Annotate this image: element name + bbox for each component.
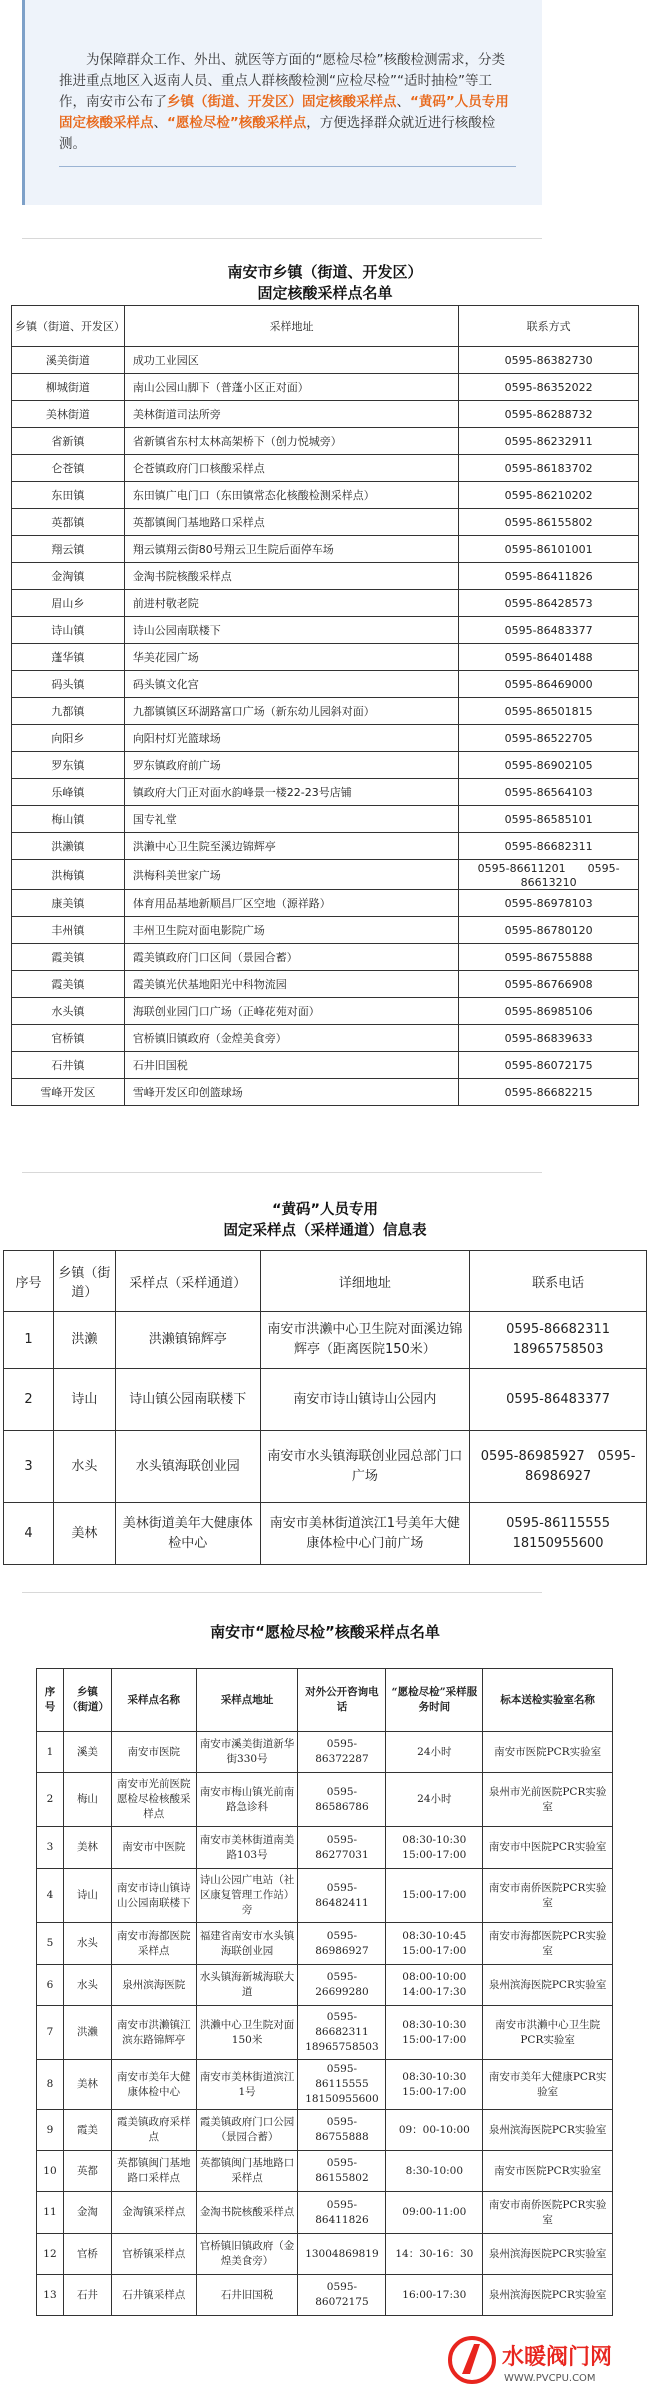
address-cell: 成功工业园区 bbox=[124, 347, 458, 374]
town-cell: 向阳乡 bbox=[12, 725, 125, 752]
phone-cell: 0595-86985927 0595-86986927 bbox=[470, 1431, 647, 1503]
address-cell: 英都镇闽门基地路口采样点 bbox=[196, 2151, 298, 2192]
address-cell: 丰州卫生院对面电影院广场 bbox=[124, 917, 458, 944]
table-row bbox=[12, 1025, 639, 1052]
town-cell: 码头镇 bbox=[12, 671, 125, 698]
table-row bbox=[37, 1827, 613, 1869]
table-row bbox=[12, 536, 639, 563]
phone-cell: 0595-86585101 bbox=[459, 806, 639, 833]
phone-cell: 0595-86839633 bbox=[459, 1025, 639, 1052]
logo-url: WWW.PVCPU.COM bbox=[504, 2373, 596, 2384]
town-cell: 省新镇 bbox=[12, 428, 125, 455]
address-cell: 官桥镇旧镇政府（金煌美食旁） bbox=[196, 2234, 298, 2275]
table-row bbox=[12, 725, 639, 752]
phone-cell: 0595-86682311 18965758503 bbox=[470, 1312, 647, 1369]
phone-cell: 0595-86611201 0595-86613210 bbox=[459, 860, 639, 890]
phone-cell: 0595-86978103 bbox=[459, 890, 639, 917]
phone-cell: 0595-86780120 bbox=[459, 917, 639, 944]
table3-header: 采样点名称 bbox=[111, 1669, 196, 1732]
table3-header: 标本送检实验室名称 bbox=[483, 1669, 613, 1732]
address-cell: 前进村敬老院 bbox=[124, 590, 458, 617]
table3-header: 对外公开咨询电话 bbox=[298, 1669, 386, 1732]
lab-cell: 南安市医院PCR实验室 bbox=[483, 2151, 613, 2192]
phone-cell: 0595-86210202 bbox=[459, 482, 639, 509]
table-row bbox=[12, 428, 639, 455]
index-cell: 2 bbox=[4, 1369, 54, 1431]
logo-name: 水暖阀门网 bbox=[502, 2345, 613, 2370]
phone-cell: 0595-86755888 bbox=[459, 944, 639, 971]
table3-title: 南安市“愿检尽检”核酸采样点名单 bbox=[210, 1623, 440, 1641]
address-cell: 码头镇文化宫 bbox=[124, 671, 458, 698]
phone-cell: 0595-86277031 bbox=[298, 1827, 386, 1869]
address-cell: 霞美镇政府门口公园（景园合蓄） bbox=[196, 2110, 298, 2151]
table3-header: 序号 bbox=[37, 1669, 64, 1732]
address-cell: 九都镇镇区环湖路富口广场（新东幼儿园斜对面） bbox=[124, 698, 458, 725]
hours-cell: 08:30-10:30 15:00-17:00 bbox=[386, 2060, 483, 2110]
address-cell: 南安市溪美街道新华街330号 bbox=[196, 1732, 298, 1773]
table-row bbox=[12, 617, 639, 644]
address-cell: 官桥镇旧镇政府（金煌美食旁） bbox=[124, 1025, 458, 1052]
table-row bbox=[37, 2006, 613, 2060]
table-row bbox=[12, 860, 639, 890]
address-cell: 南安市美林街道滨江1号美年大健康体检中心门前广场 bbox=[260, 1503, 470, 1565]
hours-cell: 15:00-17:00 bbox=[386, 1869, 483, 1923]
address-cell: 南安市诗山镇诗山公园内 bbox=[260, 1369, 470, 1431]
point-cell: 诗山镇公园南联楼下 bbox=[115, 1369, 260, 1431]
table-row bbox=[12, 401, 639, 428]
point-name-cell: 官桥镇采样点 bbox=[111, 2234, 196, 2275]
address-cell: 体育用品基地新顺昌厂区空地（源祥路） bbox=[124, 890, 458, 917]
phone-cell: 0595-86986927 bbox=[298, 1923, 386, 1965]
table-row bbox=[37, 1773, 613, 1827]
phone-cell: 0595-86288732 bbox=[459, 401, 639, 428]
table-row bbox=[37, 2275, 613, 2316]
hours-cell: 8:30-10:00 bbox=[386, 2151, 483, 2192]
phone-cell: 0595-86155802 bbox=[459, 509, 639, 536]
index-cell: 3 bbox=[4, 1431, 54, 1503]
address-cell: 水头镇海新城海联大道 bbox=[196, 1965, 298, 2006]
address-cell: 英都镇闽门基地路口采样点 bbox=[124, 509, 458, 536]
index-cell: 4 bbox=[4, 1503, 54, 1565]
address-cell: 霞美镇政府门口区间（景园合蓄） bbox=[124, 944, 458, 971]
hours-cell: 08:30-10:45 15:00-17:00 bbox=[386, 1923, 483, 1965]
table-row bbox=[37, 2151, 613, 2192]
address-cell: 南安市梅山镇光前南路急诊科 bbox=[196, 1773, 298, 1827]
town-cell: 柳城街道 bbox=[12, 374, 125, 401]
table1-header: 乡镇（街道、开发区） bbox=[12, 306, 125, 347]
town-cell: 水头 bbox=[63, 1923, 111, 1965]
town-cell: 金淘 bbox=[63, 2192, 111, 2234]
table-row bbox=[12, 455, 639, 482]
highlight-voluntary-points: “愿检尽检”核酸采样点 bbox=[167, 115, 307, 131]
intro-paragraph: 为保障群众工作、外出、就医等方面的“愿检尽检”核酸检测需求，分类推进重点地区入返南人员、重点人群核酸检测“应检尽检”“适时抽检”等工作，南安市公布了乡镇（街道、开发区）固定核酸采样点、“黄码”人员专用固定核酸采样点、“愿检尽检”核酸采样点，方便选择群众就近进行核酸检测。 bbox=[59, 52, 509, 152]
address-cell: 诗山公园南联楼下 bbox=[124, 617, 458, 644]
lab-cell: 泉州滨海医院PCR实验室 bbox=[483, 1965, 613, 2006]
hours-cell: 08:30-10:30 15:00-17:00 bbox=[386, 2006, 483, 2060]
phone-cell: 0595-86155802 bbox=[298, 2151, 386, 2192]
divider bbox=[22, 1172, 542, 1173]
town-cell: 雪峰开发区 bbox=[12, 1079, 125, 1106]
phone-cell: 0595-86482411 bbox=[298, 1869, 386, 1923]
index-cell: 9 bbox=[37, 2110, 64, 2151]
lab-cell: 泉州市光前医院PCR实验室 bbox=[483, 1773, 613, 1827]
table-row bbox=[37, 1923, 613, 1965]
table2-header: 详细地址 bbox=[260, 1251, 470, 1312]
lab-cell: 泉州滨海医院PCR实验室 bbox=[483, 2275, 613, 2316]
phone-cell: 0595-86985106 bbox=[459, 998, 639, 1025]
table2-header: 序号 bbox=[4, 1251, 54, 1312]
town-cell: 溪美 bbox=[63, 1732, 111, 1773]
index-cell: 11 bbox=[37, 2192, 64, 2234]
table-row bbox=[4, 1503, 647, 1565]
table-row bbox=[12, 998, 639, 1025]
table-row bbox=[12, 482, 639, 509]
table2-header: 联系电话 bbox=[470, 1251, 647, 1312]
index-cell: 10 bbox=[37, 2151, 64, 2192]
town-cell: 官桥 bbox=[63, 2234, 111, 2275]
table2-header: 乡镇（街道） bbox=[53, 1251, 115, 1312]
table3-header: “愿检尽检”采样服务时间 bbox=[386, 1669, 483, 1732]
hours-cell: 14：30-16：30 bbox=[386, 2234, 483, 2275]
phone-cell: 0595-86483377 bbox=[470, 1369, 647, 1431]
index-cell: 12 bbox=[37, 2234, 64, 2275]
table-row bbox=[12, 779, 639, 806]
address-cell: 东田镇广电门口（东田镇常态化核酸检测采样点） bbox=[124, 482, 458, 509]
point-name-cell: 南安市洪濑镇江滨东路锦辉亭 bbox=[111, 2006, 196, 2060]
phone-cell: 0595-86232911 bbox=[459, 428, 639, 455]
address-cell: 翔云镇翔云街80号翔云卫生院后面停车场 bbox=[124, 536, 458, 563]
phone-cell: 0595-86682311 bbox=[459, 833, 639, 860]
town-cell: 洪濑镇 bbox=[12, 833, 125, 860]
point-name-cell: 南安市诗山镇诗山公园南联楼下 bbox=[111, 1869, 196, 1923]
town-cell: 诗山镇 bbox=[12, 617, 125, 644]
town-cell: 石井 bbox=[63, 2275, 111, 2316]
table-row bbox=[12, 347, 639, 374]
phone-cell: 0595-86522705 bbox=[459, 725, 639, 752]
town-cell: 洪濑 bbox=[63, 2006, 111, 2060]
phone-cell: 0595-86372287 bbox=[298, 1732, 386, 1773]
address-cell: 洪濑中心卫生院对面150米 bbox=[196, 2006, 298, 2060]
address-cell: 雪峰开发区印创篮球场 bbox=[124, 1079, 458, 1106]
table-row bbox=[12, 917, 639, 944]
divider bbox=[22, 238, 542, 239]
table2-header: 采样点（采样通道） bbox=[115, 1251, 260, 1312]
hours-cell: 09：00-10:00 bbox=[386, 2110, 483, 2151]
table-row bbox=[12, 698, 639, 725]
address-cell: 石井旧国税 bbox=[196, 2275, 298, 2316]
town-cell: 霞美镇 bbox=[12, 944, 125, 971]
voluntary-test-table bbox=[36, 1668, 613, 2316]
table-row bbox=[37, 1732, 613, 1773]
town-cell: 美林街道 bbox=[12, 401, 125, 428]
town-cell: 东田镇 bbox=[12, 482, 125, 509]
table-row bbox=[4, 1431, 647, 1503]
town-cell: 霞美镇 bbox=[12, 971, 125, 998]
table-row bbox=[12, 1052, 639, 1079]
town-cell: 丰州镇 bbox=[12, 917, 125, 944]
point-name-cell: 南安市海都医院采样点 bbox=[111, 1923, 196, 1965]
town-cell: 水头 bbox=[63, 1965, 111, 2006]
phone-cell: 0595-86072175 bbox=[459, 1052, 639, 1079]
point-name-cell: 泉州滨海医院 bbox=[111, 1965, 196, 2006]
logo-mark-icon bbox=[462, 2344, 480, 2374]
point-name-cell: 英都镇闽门基地路口采样点 bbox=[111, 2151, 196, 2192]
point-cell: 水头镇海联创业园 bbox=[115, 1431, 260, 1503]
lab-cell: 南安市美年大健康PCR实验室 bbox=[483, 2060, 613, 2110]
table-row bbox=[37, 1965, 613, 2006]
town-cell: 美林 bbox=[53, 1503, 115, 1565]
town-cell: 康美镇 bbox=[12, 890, 125, 917]
phone-cell: 0595-86115555 18150955600 bbox=[470, 1503, 647, 1565]
lab-cell: 南安市南侨医院PCR实验室 bbox=[483, 1869, 613, 1923]
table-row bbox=[37, 2110, 613, 2151]
phone-cell: 0595-86755888 bbox=[298, 2110, 386, 2151]
table-row bbox=[12, 971, 639, 998]
phone-cell: 0595-86382730 bbox=[459, 347, 639, 374]
phone-cell: 0595-86469000 bbox=[459, 671, 639, 698]
address-cell: 南山公园山脚下（普蓬小区正对面） bbox=[124, 374, 458, 401]
intro-underline bbox=[59, 166, 516, 167]
point-name-cell: 南安市美年大健康体检中心 bbox=[111, 2060, 196, 2110]
phone-cell: 0595-86902105 bbox=[459, 752, 639, 779]
address-cell: 洪梅科美世家广场 bbox=[124, 860, 458, 890]
lab-cell: 南安市南侨医院PCR实验室 bbox=[483, 2192, 613, 2234]
phone-cell: 0595-86101001 bbox=[459, 536, 639, 563]
index-cell: 8 bbox=[37, 2060, 64, 2110]
highlight-fixed-points: 乡镇（街道、开发区）固定核酸采样点 bbox=[167, 94, 397, 110]
hours-cell: 16:00-17:30 bbox=[386, 2275, 483, 2316]
address-cell: 福建省南安市水头镇海联创业园 bbox=[196, 1923, 298, 1965]
town-cell: 诗山 bbox=[53, 1369, 115, 1431]
phone-cell: 0595-86483377 bbox=[459, 617, 639, 644]
address-cell: 仑苍镇政府门口核酸采样点 bbox=[124, 455, 458, 482]
town-cell: 乐峰镇 bbox=[12, 779, 125, 806]
hours-cell: 09:00-11:00 bbox=[386, 2192, 483, 2234]
hours-cell: 24小时 bbox=[386, 1773, 483, 1827]
phone-cell: 0595-86072175 bbox=[298, 2275, 386, 2316]
fixed-sampling-table bbox=[11, 305, 639, 1106]
phone-cell: 0595-86428573 bbox=[459, 590, 639, 617]
address-cell: 罗东镇政府前广场 bbox=[124, 752, 458, 779]
table1-header: 采样地址 bbox=[124, 306, 458, 347]
phone-cell: 0595-86586786 bbox=[298, 1773, 386, 1827]
lab-cell: 南安市医院PCR实验室 bbox=[483, 1732, 613, 1773]
town-cell: 罗东镇 bbox=[12, 752, 125, 779]
hours-cell: 08:30-10:30 15:00-17:00 bbox=[386, 1827, 483, 1869]
address-cell: 海联创业园门口广场（正峰花苑对面） bbox=[124, 998, 458, 1025]
lab-cell: 南安市中医院PCR实验室 bbox=[483, 1827, 613, 1869]
town-cell: 蓬华镇 bbox=[12, 644, 125, 671]
table3-header: 乡镇（街道） bbox=[63, 1669, 111, 1732]
town-cell: 眉山乡 bbox=[12, 590, 125, 617]
point-name-cell: 南安市医院 bbox=[111, 1732, 196, 1773]
phone-cell: 0595-86183702 bbox=[459, 455, 639, 482]
town-cell: 英都 bbox=[63, 2151, 111, 2192]
phone-cell: 0595-86411826 bbox=[298, 2192, 386, 2234]
address-cell: 诗山公园广电站（社区康复管理工作站）旁 bbox=[196, 1869, 298, 1923]
phone-cell: 0595-86682311 18965758503 bbox=[298, 2006, 386, 2060]
table-row bbox=[12, 590, 639, 617]
table-row bbox=[12, 374, 639, 401]
hours-cell: 24小时 bbox=[386, 1732, 483, 1773]
table-row bbox=[4, 1369, 647, 1431]
point-cell: 洪濑镇锦辉亭 bbox=[115, 1312, 260, 1369]
town-cell: 官桥镇 bbox=[12, 1025, 125, 1052]
lab-cell: 南安市海都医院PCR实验室 bbox=[483, 1923, 613, 1965]
point-cell: 美林街道美年大健康体检中心 bbox=[115, 1503, 260, 1565]
town-cell: 仑苍镇 bbox=[12, 455, 125, 482]
town-cell: 金淘镇 bbox=[12, 563, 125, 590]
town-cell: 英都镇 bbox=[12, 509, 125, 536]
town-cell: 九都镇 bbox=[12, 698, 125, 725]
intro-box bbox=[22, 0, 542, 205]
table-row bbox=[4, 1312, 647, 1369]
lab-cell: 泉州滨海医院PCR实验室 bbox=[483, 2234, 613, 2275]
index-cell: 6 bbox=[37, 1965, 64, 2006]
address-cell: 镇政府大门正对面水韵峰景一楼22-23号店铺 bbox=[124, 779, 458, 806]
table-row bbox=[37, 1869, 613, 1923]
phone-cell: 0595-86411826 bbox=[459, 563, 639, 590]
table-row bbox=[37, 2234, 613, 2275]
address-cell: 省新镇省东村太林高架桥下（创力悦城旁） bbox=[124, 428, 458, 455]
address-cell: 南安市美林街道滨江1号 bbox=[196, 2060, 298, 2110]
table-row bbox=[12, 806, 639, 833]
table-row bbox=[12, 563, 639, 590]
phone-cell: 0595-86682215 bbox=[459, 1079, 639, 1106]
address-cell: 南安市水头镇海联创业园总部门口广场 bbox=[260, 1431, 470, 1503]
address-cell: 金淘书院核酸采样点 bbox=[196, 2192, 298, 2234]
index-cell: 4 bbox=[37, 1869, 64, 1923]
index-cell: 7 bbox=[37, 2006, 64, 2060]
point-name-cell: 南安市中医院 bbox=[111, 1827, 196, 1869]
phone-cell: 0595-86766908 bbox=[459, 971, 639, 998]
phone-cell: 0595-86352022 bbox=[459, 374, 639, 401]
index-cell: 1 bbox=[37, 1732, 64, 1773]
phone-cell: 0595-86501815 bbox=[459, 698, 639, 725]
town-cell: 诗山 bbox=[63, 1869, 111, 1923]
town-cell: 洪梅镇 bbox=[12, 860, 125, 890]
town-cell: 霞美 bbox=[63, 2110, 111, 2151]
town-cell: 梅山镇 bbox=[12, 806, 125, 833]
town-cell: 梅山 bbox=[63, 1773, 111, 1827]
index-cell: 5 bbox=[37, 1923, 64, 1965]
town-cell: 洪濑 bbox=[53, 1312, 115, 1369]
address-cell: 国专礼堂 bbox=[124, 806, 458, 833]
address-cell: 南安市洪濑中心卫生院对面溪边锦辉亭（距离医院150米） bbox=[260, 1312, 470, 1369]
yellow-code-table bbox=[3, 1250, 647, 1565]
point-name-cell: 南安市光前医院愿检尽检核酸采样点 bbox=[111, 1773, 196, 1827]
address-cell: 金淘书院核酸采样点 bbox=[124, 563, 458, 590]
index-cell: 3 bbox=[37, 1827, 64, 1869]
index-cell: 2 bbox=[37, 1773, 64, 1827]
table-row bbox=[12, 671, 639, 698]
address-cell: 向阳村灯光篮球场 bbox=[124, 725, 458, 752]
lab-cell: 南安市洪濑中心卫生院PCR实验室 bbox=[483, 2006, 613, 2060]
town-cell: 水头 bbox=[53, 1431, 115, 1503]
table-row bbox=[12, 644, 639, 671]
highlight-yellow-code-points: “黄码”人员专用固定核酸采样点 bbox=[59, 94, 509, 131]
phone-cell: 0595-86564103 bbox=[459, 779, 639, 806]
table-row bbox=[12, 752, 639, 779]
table-row bbox=[12, 833, 639, 860]
address-cell: 石井旧国税 bbox=[124, 1052, 458, 1079]
table3-header: 采样点地址 bbox=[196, 1669, 298, 1732]
point-name-cell: 石井镇采样点 bbox=[111, 2275, 196, 2316]
town-cell: 石井镇 bbox=[12, 1052, 125, 1079]
address-cell: 南安市美林街道南美路103号 bbox=[196, 1827, 298, 1869]
point-name-cell: 金淘镇采样点 bbox=[111, 2192, 196, 2234]
divider bbox=[22, 1592, 542, 1593]
lab-cell: 泉州滨海医院PCR实验室 bbox=[483, 2110, 613, 2151]
table-row bbox=[37, 2192, 613, 2234]
phone-cell: 13004869819 bbox=[298, 2234, 386, 2275]
address-cell: 霞美镇光伏基地阳光中科物流园 bbox=[124, 971, 458, 998]
town-cell: 溪美街道 bbox=[12, 347, 125, 374]
town-cell: 美林 bbox=[63, 2060, 111, 2110]
point-name-cell: 霞美镇政府采样点 bbox=[111, 2110, 196, 2151]
table-row bbox=[12, 1079, 639, 1106]
hours-cell: 08:00-10:00 14:00-17:30 bbox=[386, 1965, 483, 2006]
table-row bbox=[12, 890, 639, 917]
address-cell: 美林街道司法所旁 bbox=[124, 401, 458, 428]
phone-cell: 0595-86115555 18150955600 bbox=[298, 2060, 386, 2110]
index-cell: 1 bbox=[4, 1312, 54, 1369]
table1-header: 联系方式 bbox=[459, 306, 639, 347]
site-watermark-logo bbox=[444, 2332, 644, 2388]
table-row bbox=[12, 944, 639, 971]
index-cell: 13 bbox=[37, 2275, 64, 2316]
table-row bbox=[37, 2060, 613, 2110]
table2-title: “黄码”人员专用 固定采样点（采样通道）信息表 bbox=[223, 1202, 427, 1239]
town-cell: 水头镇 bbox=[12, 998, 125, 1025]
address-cell: 华美花园广场 bbox=[124, 644, 458, 671]
table1-title: 南安市乡镇（街道、开发区） 固定核酸采样点名单 bbox=[227, 263, 423, 302]
town-cell: 美林 bbox=[63, 1827, 111, 1869]
town-cell: 翔云镇 bbox=[12, 536, 125, 563]
table-row bbox=[12, 509, 639, 536]
phone-cell: 0595-86401488 bbox=[459, 644, 639, 671]
phone-cell: 0595-26699280 bbox=[298, 1965, 386, 2006]
address-cell: 洪濑中心卫生院至溪边锦辉亭 bbox=[124, 833, 458, 860]
